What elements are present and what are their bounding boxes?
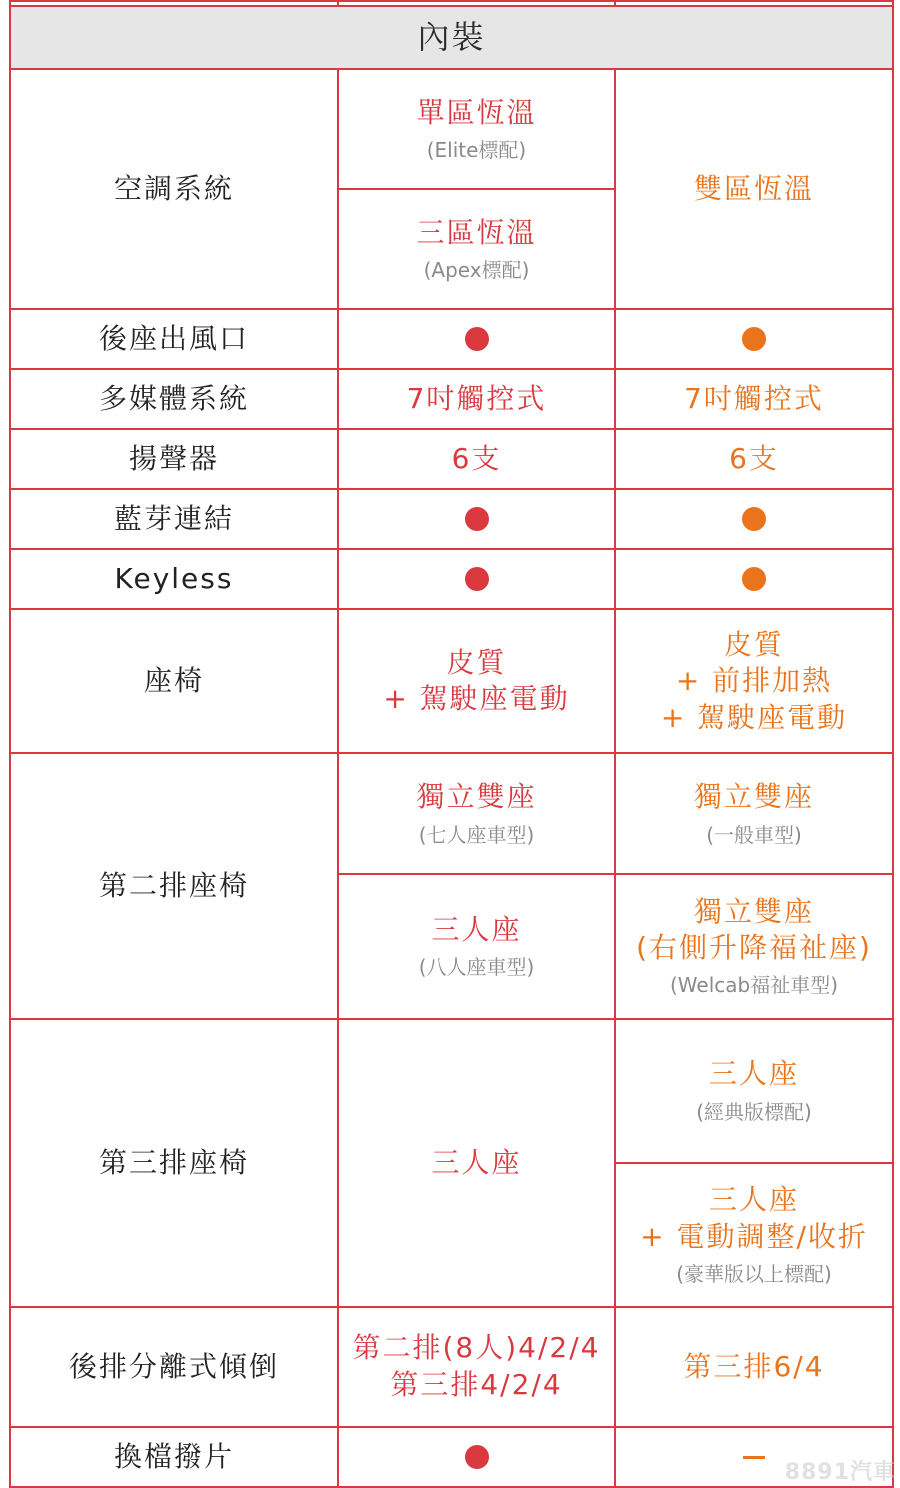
value-main: 三人座 (708, 1057, 799, 1091)
feature-label: 多媒體系統 (10, 369, 338, 429)
filled-circle-orange-icon (742, 507, 766, 531)
value-note: (Elite標配) (426, 138, 527, 163)
cell-orange-split-fold: 第三排6/4 (615, 1307, 893, 1427)
feature-label: 座椅 (10, 609, 338, 753)
section-header-row (10, 6, 893, 69)
value-main: 三人座 (708, 1183, 799, 1217)
row-split-fold (10, 1307, 893, 1427)
feature-label: 後座出風口 (10, 309, 338, 369)
spec-table (9, 0, 894, 1488)
feature-label: 第三排座椅 (10, 1019, 338, 1307)
cell-orange-rear-vent (615, 309, 893, 369)
value-note: (經典版標配) (696, 1099, 812, 1124)
row-seats (10, 609, 893, 753)
watermark-logo: 8891汽車 (784, 1460, 896, 1485)
cell-red-speakers: 6支 (338, 429, 615, 489)
cell-orange-ac: 雙區恆溫 (615, 69, 893, 309)
value-main: 單區恆溫 (416, 95, 537, 129)
value-note: (Welcab福祉車型) (669, 973, 839, 998)
cell-orange-third-row-b (615, 1163, 893, 1307)
row-paddle (10, 1427, 893, 1487)
value-note: (Apex標配) (423, 258, 530, 283)
value-main: + 電動調整/收折 (640, 1219, 868, 1253)
value-main: 三區恆溫 (416, 215, 537, 249)
value-line: + 駕駛座電動 (383, 682, 570, 716)
value-main: 三人座 (431, 912, 522, 946)
value-main: 獨立雙座 (693, 780, 814, 814)
cell-red-paddle (338, 1427, 615, 1487)
row-second-row (10, 753, 893, 873)
cell-red-ac-a (338, 69, 615, 189)
value-line: 皮質 (723, 627, 784, 661)
value-line: + 前排加熱 (675, 664, 833, 698)
value-note: (八人座車型) (418, 955, 535, 980)
feature-label: 換檔撥片 (10, 1427, 338, 1487)
filled-circle-red-icon (465, 507, 489, 531)
value-line: 第三排4/2/4 (390, 1367, 563, 1401)
cell-red-third-row: 三人座 (338, 1019, 615, 1307)
cell-red-split-fold (338, 1307, 615, 1427)
feature-label: 後排分離式傾倒 (10, 1307, 338, 1427)
cell-orange-keyless (615, 549, 893, 609)
cell-red-second-row-a (338, 753, 615, 873)
cell-red-bluetooth (338, 489, 615, 549)
feature-label: 空調系統 (10, 69, 338, 309)
cell-orange-third-row-a (615, 1019, 893, 1163)
row-ac (10, 69, 893, 189)
cell-orange-speakers: 6支 (615, 429, 893, 489)
value-main: 獨立雙座 (693, 894, 814, 928)
value-note: (七人座車型) (418, 822, 535, 847)
row-third-row (10, 1019, 893, 1163)
value-note: (豪華版以上標配) (676, 1262, 832, 1287)
row-multimedia (10, 369, 893, 429)
filled-circle-red-icon (465, 1445, 489, 1469)
cell-red-seats (338, 609, 615, 753)
feature-label: 揚聲器 (10, 429, 338, 489)
value-line: + 駕駛座電動 (660, 700, 848, 734)
value-note: (一般車型) (706, 822, 802, 847)
filled-circle-orange-icon (742, 567, 766, 591)
feature-label: 第二排座椅 (10, 753, 338, 1018)
value-main: (右側升降福祉座) (636, 931, 872, 965)
row-speakers (10, 429, 893, 489)
cell-orange-seats (615, 609, 893, 753)
cell-red-rear-vent (338, 309, 615, 369)
dash-icon (743, 1456, 765, 1459)
cell-red-keyless (338, 549, 615, 609)
value-line: 第二排(8人)4/2/4 (352, 1331, 601, 1365)
cell-orange-multimedia: 7吋觸控式 (615, 369, 893, 429)
filled-circle-orange-icon (742, 327, 766, 351)
feature-label: 藍芽連結 (10, 489, 338, 549)
cell-red-ac-b (338, 189, 615, 309)
cell-orange-bluetooth (615, 489, 893, 549)
value-main: 獨立雙座 (416, 780, 537, 814)
cell-red-second-row-b (338, 874, 615, 1019)
section-title: 內裝 (10, 6, 893, 69)
filled-circle-red-icon (465, 327, 489, 351)
row-keyless (10, 549, 893, 609)
value-line: 皮質 (446, 646, 507, 679)
cell-red-multimedia: 7吋觸控式 (338, 369, 615, 429)
filled-circle-red-icon (465, 567, 489, 591)
row-rear-vent (10, 309, 893, 369)
cell-orange-second-row-b (615, 874, 893, 1019)
feature-label: Keyless (10, 549, 338, 609)
row-bluetooth (10, 489, 893, 549)
cell-orange-second-row-a (615, 753, 893, 873)
